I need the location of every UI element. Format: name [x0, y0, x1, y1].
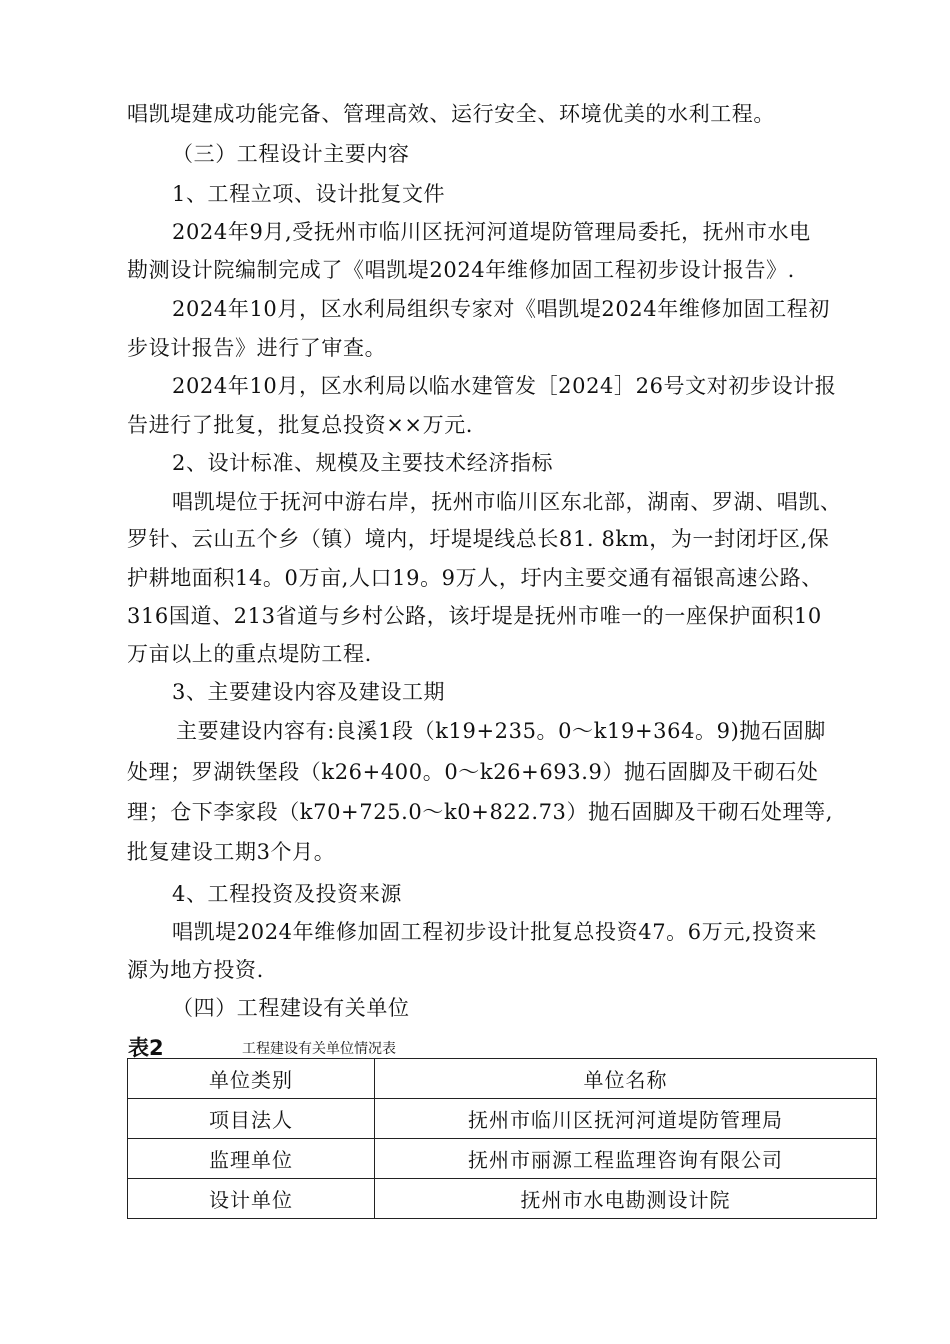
cell-category: 项目法人	[128, 1099, 375, 1139]
paragraph-line-14: 316国道、213省道与乡村公路，该圩堤是抚州市唯一的一座保护面积10	[127, 604, 822, 628]
section-heading-4: （四）工程建设有关单位	[172, 996, 410, 1020]
cell-category: 设计单位	[128, 1179, 375, 1219]
subheading-investment: 4、工程投资及投资来源	[172, 882, 402, 906]
paragraph-line-22: 唱凯堤2024年维修加固工程初步设计批复总投资47。6万元,投资来	[172, 920, 817, 944]
paragraph-line-15: 万亩以上的重点堤防工程.	[127, 642, 372, 666]
cell-category: 监理单位	[128, 1139, 375, 1179]
paragraph-line-12: 罗针、云山五个乡（镇）境内，圩堤堤线总长81. 8km，为一封闭圩区,保	[127, 527, 830, 551]
header-unit-category: 单位类别	[128, 1059, 375, 1099]
table-title: 工程建设有关单位情况表	[242, 1041, 396, 1057]
units-table	[127, 1058, 877, 1219]
table-row	[128, 1179, 877, 1219]
cell-name: 抚州市水电勘测设计院	[375, 1179, 877, 1219]
subheading-project-approval: 1、工程立项、设计批复文件	[172, 182, 446, 206]
table-row	[128, 1139, 877, 1179]
paragraph-line-7: 步设计报告》进行了审查。	[127, 336, 387, 360]
paragraph-line-8: 2024年10月，区水利局以临水建管发［2024］26号文对初步设计报	[172, 374, 837, 398]
subheading-construction-content: 3、主要建设内容及建设工期	[172, 680, 446, 704]
cell-name: 抚州市丽源工程监理咨询有限公司	[375, 1139, 877, 1179]
paragraph-line-1: 唱凯堤建成功能完备、管理高效、运行安全、环境优美的水利工程。	[127, 102, 775, 126]
paragraph-line-4: 2024年9月,受抚州市临川区抚河河道堤防管理局委托，抚州市水电	[172, 220, 811, 244]
paragraph-line-23: 源为地方投资.	[127, 958, 264, 982]
header-unit-name: 单位名称	[375, 1059, 877, 1099]
paragraph-line-11: 唱凯堤位于抚河中游右岸，抚州市临川区东北部，湖南、罗湖、唱凯、	[172, 490, 842, 514]
subheading-design-standards: 2、设计标准、规模及主要技术经济指标	[172, 451, 554, 475]
paragraph-line-20: 批复建设工期3个月。	[127, 840, 336, 864]
paragraph-line-13: 护耕地面积14。0万亩,人口19。9万人，圩内主要交通有福银高速公路、	[127, 566, 823, 590]
table-caption	[128, 1036, 396, 1060]
paragraph-line-9: 告进行了批复，批复总投资××万元.	[127, 413, 474, 437]
paragraph-line-19: 理；仓下李家段（k70+725.0～k0+822.73）抛石固脚及干砌石处理等,	[127, 800, 833, 824]
section-heading-3: （三）工程设计主要内容	[172, 142, 410, 166]
table-row	[128, 1099, 877, 1139]
paragraph-line-18: 处理；罗湖铁堡段（k26+400。0～k26+693.9）抛石固脚及干砌石处	[127, 760, 819, 784]
paragraph-line-5: 勘测设计院编制完成了《唱凯堤2024年维修加固工程初步设计报告》.	[127, 258, 795, 282]
paragraph-line-6: 2024年10月，区水利局组织专家对《唱凯堤2024年维修加固工程初	[172, 297, 831, 321]
cell-name: 抚州市临川区抚河河道堤防管理局	[375, 1099, 877, 1139]
paragraph-line-17: 主要建设内容有:良溪1段（k19+235。0～k19+364。9)抛石固脚	[176, 719, 826, 743]
table-label: 表2	[128, 1036, 164, 1060]
table-header-row	[128, 1059, 877, 1099]
